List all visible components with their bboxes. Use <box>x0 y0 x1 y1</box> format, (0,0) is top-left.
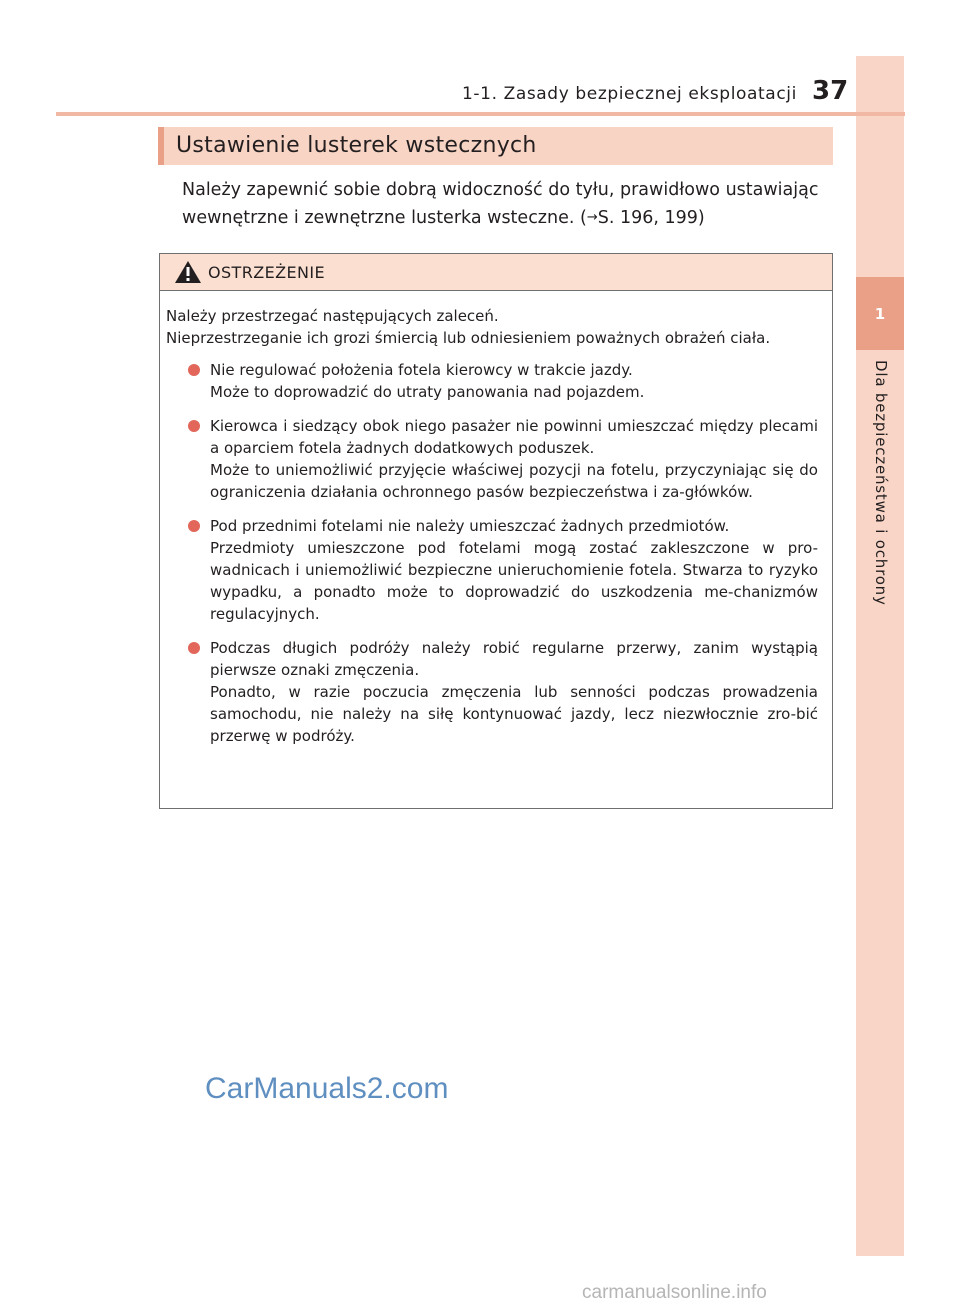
section-heading: Ustawienie lusterek wstecznych <box>158 127 833 165</box>
warning-title: OSTRZEŻENIE <box>208 262 325 282</box>
item-detail: Może to uniemożliwić przyjęcie właściwej pozycji na fotelu, przyczyniając się do ograniczenia działania ochronnego pasów bezpieczeństwa i za-główków. <box>210 461 818 501</box>
item-text: Pod przednimi fotelami nie należy umieszczać żadnych przedmiotów. <box>210 517 730 535</box>
bullet-dot-icon <box>188 520 200 532</box>
footer-watermark: carmanualsonline.info <box>582 1282 767 1303</box>
item-detail: Ponadto, w razie poczucia zmęczenia lub senności podczas prowadzenia samochodu, nie należy na siłę kontynuować jazdy, lecz niezwłocznie zro-bić przerwę w podróży. <box>210 683 818 745</box>
item-detail: Przedmioty umieszczone pod fotelami mogą zostać zakleszczone w pro-wadnicach i uniemożliwić bezpieczne unieruchomienie fotela. Stwarza to ryzyko wypadku, a ponadto może to doprowadzić do uszkodzenia me-chanizmów regulacyjnych. <box>210 539 818 623</box>
item-detail: Może to doprowadzić do utraty panowania nad pojazdem. <box>210 383 645 401</box>
bullet-dot-icon <box>188 420 200 432</box>
chapter-number-tab: 1 <box>856 277 904 350</box>
item-text: Kierowca i siedzący obok niego pasażer nie powinni umieszczać między plecami a oparciem fotela żadnych dodatkowych poduszek. <box>210 417 818 457</box>
header-rule <box>56 112 905 116</box>
center-watermark: CarManuals2.com <box>205 1072 449 1105</box>
intro-line-2-text: wewnętrzne i zewnętrzne lusterka wsteczne. ( <box>182 208 587 228</box>
page-reference: S. 196, 199) <box>597 208 705 228</box>
item-text: Nie regulować położenia fotela kierowcy w trakcie jazdy. <box>210 361 633 379</box>
page-number: 37 <box>812 76 849 106</box>
warning-triangle-icon <box>174 260 202 284</box>
warning-intro-2: Nieprzestrzeganie ich grozi śmiercią lub odniesieniem poważnych obrażeń ciała. <box>166 329 771 347</box>
list-item <box>166 415 818 503</box>
warning-body <box>160 291 832 747</box>
warning-list <box>166 359 818 747</box>
intro-line-1: Należy zapewnić sobie dobrą widoczność do tyłu, prawidłowo ustawiając <box>182 180 819 200</box>
warning-intro-1: Należy przestrzegać następujących zaleceń. <box>166 307 499 325</box>
warning-box <box>159 253 833 809</box>
intro-line-2 <box>182 204 832 232</box>
intro-paragraph <box>182 176 832 232</box>
list-item <box>166 359 818 403</box>
running-header: 1-1. Zasady bezpiecznej eksploatacji <box>462 84 797 104</box>
bullet-dot-icon <box>188 642 200 654</box>
warning-header <box>160 254 832 291</box>
list-item <box>166 515 818 625</box>
chapter-title-vertical: Dla bezpieczeństwa i ochrony <box>872 360 890 606</box>
list-item <box>166 637 818 747</box>
item-text: Podczas długich podróży należy robić regularne przerwy, zanim wystąpią pierwsze oznaki zmęczenia. <box>210 639 818 679</box>
side-tab-background <box>856 56 904 1256</box>
arrow-right-icon: → <box>586 210 598 225</box>
bullet-dot-icon <box>188 364 200 376</box>
